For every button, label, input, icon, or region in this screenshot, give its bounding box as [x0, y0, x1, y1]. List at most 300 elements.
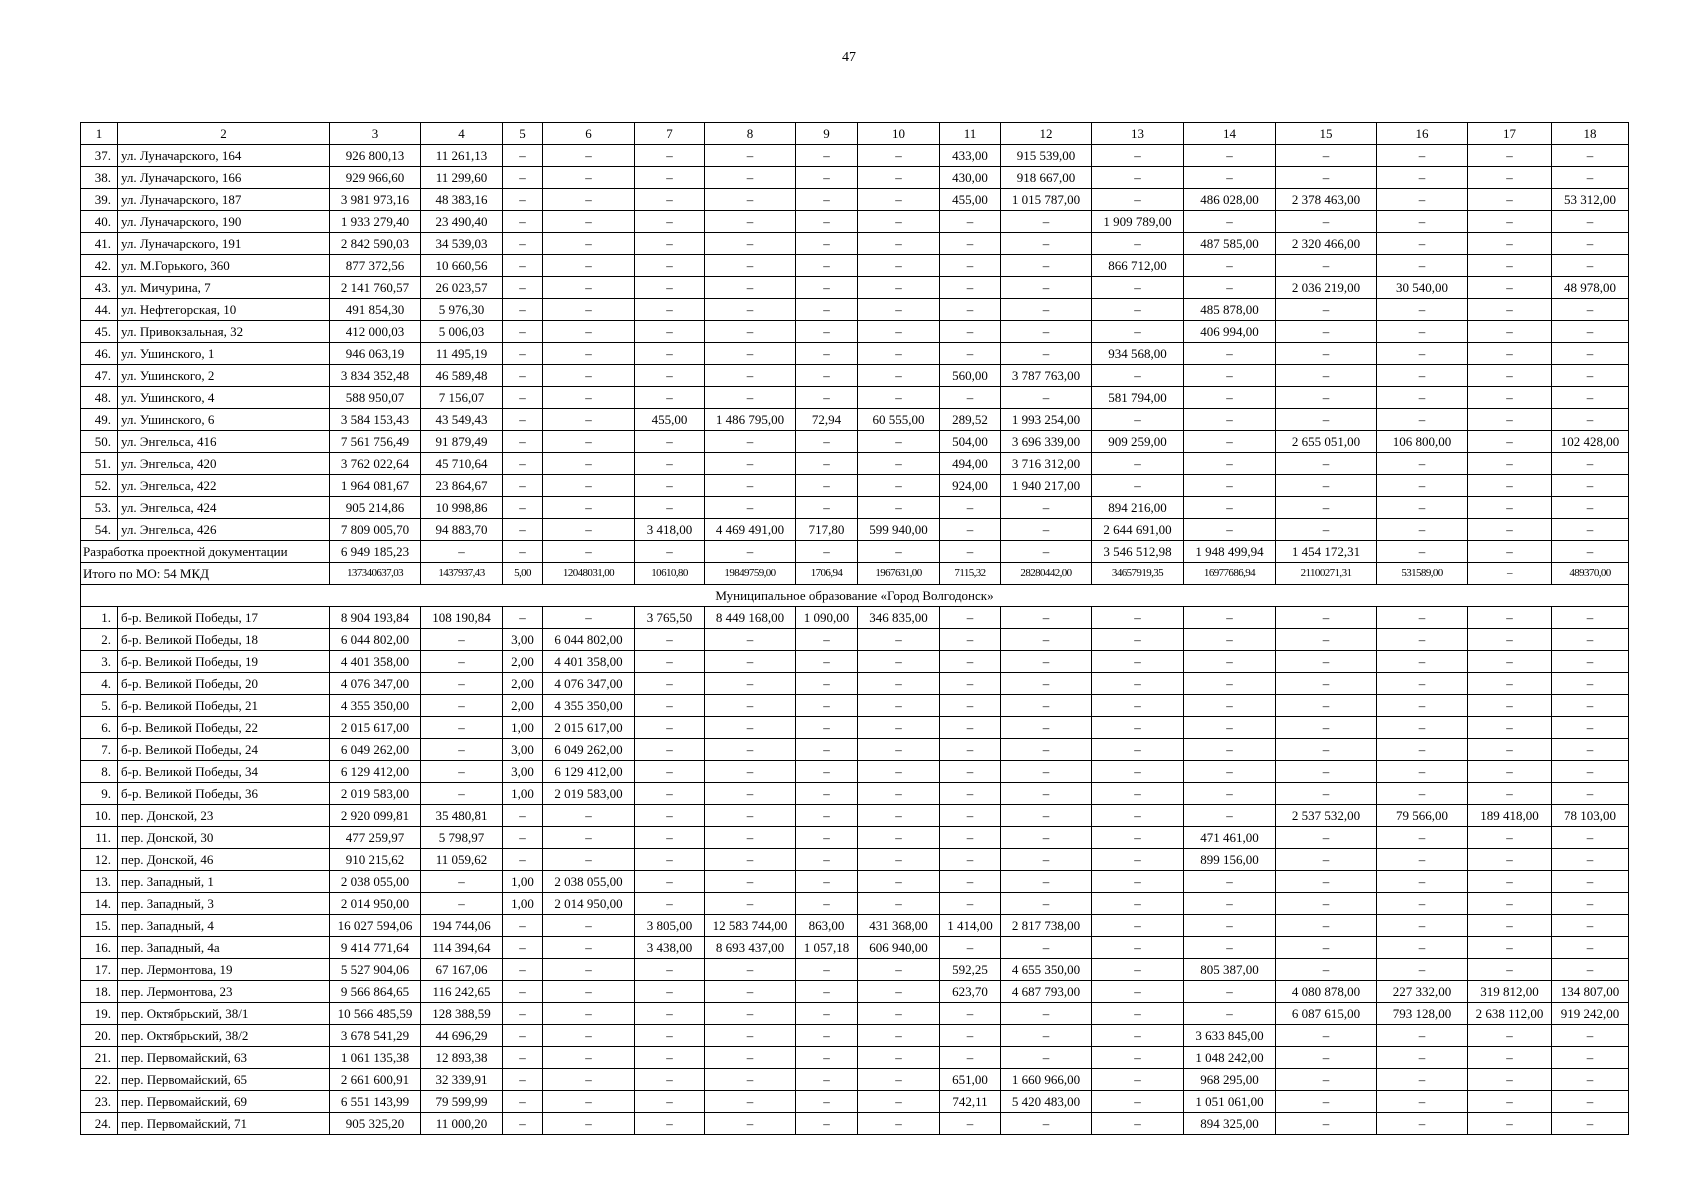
- value-cell: –: [1552, 255, 1629, 277]
- value-cell: –: [1276, 409, 1377, 431]
- value-cell: –: [940, 1113, 1001, 1135]
- value-cell: –: [635, 1025, 705, 1047]
- value-cell: –: [858, 871, 940, 893]
- address-cell: пер. Западный, 3: [118, 893, 330, 915]
- value-cell: –: [940, 937, 1001, 959]
- value-cell: 6 049 262,00: [543, 739, 635, 761]
- value-cell: 742,11: [940, 1091, 1001, 1113]
- value-cell: –: [1377, 673, 1468, 695]
- row-number: 49.: [81, 409, 118, 431]
- value-cell: –: [858, 365, 940, 387]
- value-cell: –: [1092, 915, 1184, 937]
- value-cell: –: [705, 541, 796, 563]
- value-cell: –: [1092, 981, 1184, 1003]
- value-cell: –: [503, 343, 543, 365]
- value-cell: 1 933 279,40: [330, 211, 421, 233]
- value-cell: –: [635, 453, 705, 475]
- value-cell: –: [543, 189, 635, 211]
- value-cell: –: [543, 145, 635, 167]
- value-cell: –: [858, 761, 940, 783]
- value-cell: 431 368,00: [858, 915, 940, 937]
- value-cell: –: [1092, 1091, 1184, 1113]
- value-cell: –: [503, 365, 543, 387]
- value-cell: –: [858, 255, 940, 277]
- value-cell: –: [705, 211, 796, 233]
- value-cell: –: [503, 849, 543, 871]
- value-cell: –: [1468, 827, 1552, 849]
- value-cell: 477 259,97: [330, 827, 421, 849]
- value-cell: –: [1001, 211, 1092, 233]
- value-cell: 433,00: [940, 145, 1001, 167]
- value-cell: –: [635, 541, 705, 563]
- value-cell: –: [635, 211, 705, 233]
- value-cell: –: [421, 651, 503, 673]
- value-cell: –: [1092, 189, 1184, 211]
- value-cell: –: [503, 167, 543, 189]
- value-cell: –: [1276, 915, 1377, 937]
- value-cell: 2,00: [503, 651, 543, 673]
- value-cell: –: [1184, 981, 1276, 1003]
- value-cell: 11 059,62: [421, 849, 503, 871]
- value-cell: 531589,00: [1377, 563, 1468, 585]
- value-cell: –: [1468, 145, 1552, 167]
- table-row: [81, 1091, 1629, 1113]
- value-cell: 26 023,57: [421, 277, 503, 299]
- value-cell: –: [1184, 211, 1276, 233]
- value-cell: –: [635, 1069, 705, 1091]
- value-cell: 2 655 051,00: [1276, 431, 1377, 453]
- value-cell: –: [503, 607, 543, 629]
- value-cell: –: [940, 871, 1001, 893]
- value-cell: –: [796, 717, 858, 739]
- value-cell: 5 976,30: [421, 299, 503, 321]
- table-row: [81, 211, 1629, 233]
- value-cell: 489370,00: [1552, 563, 1629, 585]
- column-number-cell: 4: [421, 123, 503, 145]
- value-cell: –: [705, 673, 796, 695]
- value-cell: –: [543, 255, 635, 277]
- value-cell: 2 638 112,00: [1468, 1003, 1552, 1025]
- value-cell: –: [705, 981, 796, 1003]
- value-cell: –: [858, 343, 940, 365]
- value-cell: –: [1001, 233, 1092, 255]
- value-cell: –: [940, 1003, 1001, 1025]
- value-cell: –: [503, 145, 543, 167]
- value-cell: –: [1001, 387, 1092, 409]
- table-row: [81, 849, 1629, 871]
- value-cell: –: [705, 959, 796, 981]
- value-cell: –: [1184, 409, 1276, 431]
- value-cell: 918 667,00: [1001, 167, 1092, 189]
- section-title: Муниципальное образование «Город Волгодонск»: [81, 585, 1629, 607]
- value-cell: –: [635, 1047, 705, 1069]
- value-cell: –: [1184, 717, 1276, 739]
- value-cell: 12 893,38: [421, 1047, 503, 1069]
- value-cell: 227 332,00: [1377, 981, 1468, 1003]
- column-number-cell: 1: [81, 123, 118, 145]
- value-cell: –: [543, 1069, 635, 1091]
- row-number: 20.: [81, 1025, 118, 1047]
- value-cell: 6 049 262,00: [330, 739, 421, 761]
- value-cell: –: [940, 761, 1001, 783]
- value-cell: –: [1092, 629, 1184, 651]
- value-cell: –: [940, 255, 1001, 277]
- value-cell: –: [705, 475, 796, 497]
- value-cell: –: [1468, 651, 1552, 673]
- column-number-cell: 7: [635, 123, 705, 145]
- value-cell: –: [1184, 255, 1276, 277]
- address-cell: пер. Донской, 23: [118, 805, 330, 827]
- value-cell: –: [1001, 321, 1092, 343]
- value-cell: –: [1377, 827, 1468, 849]
- value-cell: 3 696 339,00: [1001, 431, 1092, 453]
- value-cell: –: [796, 255, 858, 277]
- value-cell: –: [1468, 475, 1552, 497]
- value-cell: –: [543, 475, 635, 497]
- value-cell: 455,00: [635, 409, 705, 431]
- value-cell: –: [635, 761, 705, 783]
- value-cell: –: [1468, 695, 1552, 717]
- table-row: [81, 871, 1629, 893]
- value-cell: –: [705, 805, 796, 827]
- value-cell: 6 551 143,99: [330, 1091, 421, 1113]
- table-row: [81, 893, 1629, 915]
- value-cell: –: [1092, 299, 1184, 321]
- value-cell: –: [796, 167, 858, 189]
- row-number: 24.: [81, 1113, 118, 1135]
- value-cell: –: [503, 255, 543, 277]
- value-cell: –: [1092, 607, 1184, 629]
- table-row: [81, 519, 1629, 541]
- value-cell: 53 312,00: [1552, 189, 1629, 211]
- row-number: 37.: [81, 145, 118, 167]
- value-cell: –: [1468, 871, 1552, 893]
- address-cell: б-р. Великой Победы, 18: [118, 629, 330, 651]
- value-cell: 46 589,48: [421, 365, 503, 387]
- value-cell: –: [543, 541, 635, 563]
- value-cell: 78 103,00: [1552, 805, 1629, 827]
- address-cell: ул. Энгельса, 416: [118, 431, 330, 453]
- value-cell: –: [543, 827, 635, 849]
- column-number-cell: 13: [1092, 123, 1184, 145]
- value-cell: –: [1552, 453, 1629, 475]
- value-cell: 406 994,00: [1184, 321, 1276, 343]
- value-cell: –: [858, 321, 940, 343]
- value-cell: –: [705, 783, 796, 805]
- value-cell: 91 879,49: [421, 431, 503, 453]
- value-cell: –: [1468, 233, 1552, 255]
- value-cell: –: [940, 651, 1001, 673]
- value-cell: –: [1276, 167, 1377, 189]
- value-cell: 79 566,00: [1377, 805, 1468, 827]
- value-cell: –: [858, 211, 940, 233]
- value-cell: 9 414 771,64: [330, 937, 421, 959]
- value-cell: –: [1468, 321, 1552, 343]
- value-cell: –: [421, 541, 503, 563]
- value-cell: –: [635, 849, 705, 871]
- value-cell: –: [1276, 475, 1377, 497]
- value-cell: 455,00: [940, 189, 1001, 211]
- value-cell: 2 038 055,00: [543, 871, 635, 893]
- value-cell: –: [543, 1047, 635, 1069]
- row-number: 4.: [81, 673, 118, 695]
- value-cell: 5 006,03: [421, 321, 503, 343]
- value-cell: –: [1552, 409, 1629, 431]
- value-cell: 1 454 172,31: [1276, 541, 1377, 563]
- value-cell: 2 015 617,00: [543, 717, 635, 739]
- value-cell: 7115,32: [940, 563, 1001, 585]
- value-cell: 319 812,00: [1468, 981, 1552, 1003]
- value-cell: –: [503, 321, 543, 343]
- value-cell: –: [635, 959, 705, 981]
- value-cell: –: [503, 431, 543, 453]
- value-cell: –: [635, 255, 705, 277]
- value-cell: –: [503, 959, 543, 981]
- value-cell: 7 561 756,49: [330, 431, 421, 453]
- value-cell: 793 128,00: [1377, 1003, 1468, 1025]
- row-number: 41.: [81, 233, 118, 255]
- value-cell: –: [1276, 145, 1377, 167]
- value-cell: –: [858, 431, 940, 453]
- value-cell: 588 950,07: [330, 387, 421, 409]
- value-cell: –: [940, 497, 1001, 519]
- value-cell: –: [1468, 629, 1552, 651]
- value-cell: –: [1184, 277, 1276, 299]
- value-cell: 2 320 466,00: [1276, 233, 1377, 255]
- value-cell: 2 019 583,00: [330, 783, 421, 805]
- value-cell: –: [1001, 695, 1092, 717]
- value-cell: 7 156,07: [421, 387, 503, 409]
- address-cell: пер. Первомайский, 69: [118, 1091, 330, 1113]
- value-cell: –: [1092, 1069, 1184, 1091]
- address-cell: б-р. Великой Победы, 22: [118, 717, 330, 739]
- value-cell: –: [940, 783, 1001, 805]
- value-cell: –: [1001, 827, 1092, 849]
- value-cell: 599 940,00: [858, 519, 940, 541]
- value-cell: –: [858, 1113, 940, 1135]
- value-cell: 877 372,56: [330, 255, 421, 277]
- value-cell: –: [1092, 871, 1184, 893]
- value-cell: –: [421, 739, 503, 761]
- value-cell: –: [1377, 519, 1468, 541]
- value-cell: –: [1184, 915, 1276, 937]
- value-cell: –: [1092, 1047, 1184, 1069]
- value-cell: 717,80: [796, 519, 858, 541]
- value-cell: –: [503, 541, 543, 563]
- value-cell: –: [1552, 849, 1629, 871]
- value-cell: 8 449 168,00: [705, 607, 796, 629]
- row-number: 40.: [81, 211, 118, 233]
- value-cell: –: [1377, 937, 1468, 959]
- value-cell: –: [796, 893, 858, 915]
- value-cell: –: [796, 343, 858, 365]
- column-number-cell: 16: [1377, 123, 1468, 145]
- value-cell: –: [796, 1091, 858, 1113]
- value-cell: –: [1276, 1091, 1377, 1113]
- value-cell: –: [543, 321, 635, 343]
- value-cell: –: [858, 673, 940, 695]
- value-cell: 1,00: [503, 717, 543, 739]
- address-cell: ул. Энгельса, 424: [118, 497, 330, 519]
- value-cell: –: [1377, 343, 1468, 365]
- value-cell: –: [635, 651, 705, 673]
- table-row: [81, 233, 1629, 255]
- value-cell: –: [1001, 519, 1092, 541]
- value-cell: –: [1276, 849, 1377, 871]
- value-cell: 909 259,00: [1092, 431, 1184, 453]
- value-cell: –: [1468, 189, 1552, 211]
- value-cell: –: [1092, 1113, 1184, 1135]
- value-cell: 1706,94: [796, 563, 858, 585]
- value-cell: 2 537 532,00: [1276, 805, 1377, 827]
- value-cell: 2 644 691,00: [1092, 519, 1184, 541]
- value-cell: –: [1468, 167, 1552, 189]
- row-label: Разработка проектной документации: [81, 541, 330, 563]
- value-cell: –: [705, 739, 796, 761]
- row-number: 47.: [81, 365, 118, 387]
- value-cell: –: [1468, 365, 1552, 387]
- value-cell: –: [635, 475, 705, 497]
- value-cell: –: [543, 233, 635, 255]
- value-cell: –: [1468, 431, 1552, 453]
- value-cell: –: [1552, 629, 1629, 651]
- value-cell: –: [503, 805, 543, 827]
- value-cell: –: [858, 167, 940, 189]
- row-number: 19.: [81, 1003, 118, 1025]
- value-cell: –: [1276, 255, 1377, 277]
- value-cell: 2 038 055,00: [330, 871, 421, 893]
- value-cell: –: [705, 255, 796, 277]
- value-cell: 910 215,62: [330, 849, 421, 871]
- value-cell: 1 486 795,00: [705, 409, 796, 431]
- value-cell: –: [1552, 365, 1629, 387]
- value-cell: –: [1092, 849, 1184, 871]
- value-cell: –: [705, 849, 796, 871]
- value-cell: –: [705, 387, 796, 409]
- value-cell: –: [1001, 255, 1092, 277]
- table-row: [81, 409, 1629, 431]
- value-cell: –: [858, 893, 940, 915]
- value-cell: –: [1276, 343, 1377, 365]
- row-label: Итого по МО: 54 МКД: [81, 563, 330, 585]
- address-cell: пер. Западный, 4: [118, 915, 330, 937]
- value-cell: 1 940 217,00: [1001, 475, 1092, 497]
- value-cell: 34657919,35: [1092, 563, 1184, 585]
- value-cell: 915 539,00: [1001, 145, 1092, 167]
- value-cell: –: [940, 717, 1001, 739]
- value-cell: 2 019 583,00: [543, 783, 635, 805]
- value-cell: 1 015 787,00: [1001, 189, 1092, 211]
- value-cell: –: [1552, 497, 1629, 519]
- row-number: 14.: [81, 893, 118, 915]
- value-cell: –: [635, 717, 705, 739]
- value-cell: –: [705, 497, 796, 519]
- value-cell: –: [635, 1003, 705, 1025]
- value-cell: –: [635, 277, 705, 299]
- value-cell: 48 383,16: [421, 189, 503, 211]
- value-cell: –: [1184, 1003, 1276, 1025]
- address-cell: б-р. Великой Победы, 21: [118, 695, 330, 717]
- page-number: 47: [842, 50, 856, 65]
- value-cell: –: [705, 453, 796, 475]
- value-cell: –: [858, 629, 940, 651]
- value-cell: 4 469 491,00: [705, 519, 796, 541]
- value-cell: –: [1377, 211, 1468, 233]
- address-cell: пер. Первомайский, 63: [118, 1047, 330, 1069]
- value-cell: –: [705, 1091, 796, 1113]
- value-cell: –: [1276, 299, 1377, 321]
- total-row: [81, 563, 1629, 585]
- value-cell: 946 063,19: [330, 343, 421, 365]
- value-cell: –: [796, 651, 858, 673]
- table-row: [81, 783, 1629, 805]
- address-cell: ул. Луначарского, 191: [118, 233, 330, 255]
- row-number: 22.: [81, 1069, 118, 1091]
- value-cell: 72,94: [796, 409, 858, 431]
- value-cell: 23 490,40: [421, 211, 503, 233]
- value-cell: 412 000,03: [330, 321, 421, 343]
- table-row: [81, 695, 1629, 717]
- value-cell: –: [940, 607, 1001, 629]
- value-cell: –: [503, 1091, 543, 1113]
- address-cell: пер. Западный, 1: [118, 871, 330, 893]
- value-cell: –: [1184, 497, 1276, 519]
- value-cell: –: [421, 717, 503, 739]
- value-cell: –: [503, 387, 543, 409]
- value-cell: 3 546 512,98: [1092, 541, 1184, 563]
- value-cell: –: [1092, 695, 1184, 717]
- value-cell: 60 555,00: [858, 409, 940, 431]
- value-cell: –: [1552, 783, 1629, 805]
- value-cell: –: [635, 497, 705, 519]
- value-cell: –: [1468, 497, 1552, 519]
- value-cell: –: [858, 277, 940, 299]
- value-cell: –: [1468, 717, 1552, 739]
- table-row: [81, 475, 1629, 497]
- value-cell: 2 661 600,91: [330, 1069, 421, 1091]
- value-cell: –: [1001, 277, 1092, 299]
- value-cell: 2,00: [503, 695, 543, 717]
- value-cell: –: [940, 299, 1001, 321]
- table-row: [81, 915, 1629, 937]
- value-cell: 1967631,00: [858, 563, 940, 585]
- value-cell: 6 129 412,00: [330, 761, 421, 783]
- value-cell: –: [796, 541, 858, 563]
- value-cell: –: [1552, 673, 1629, 695]
- value-cell: –: [1001, 717, 1092, 739]
- value-cell: –: [1377, 1025, 1468, 1047]
- value-cell: –: [1276, 497, 1377, 519]
- value-cell: –: [1468, 541, 1552, 563]
- value-cell: –: [796, 849, 858, 871]
- value-cell: 2 036 219,00: [1276, 277, 1377, 299]
- value-cell: 3 438,00: [635, 937, 705, 959]
- value-cell: –: [796, 189, 858, 211]
- value-cell: 6 949 185,23: [330, 541, 421, 563]
- value-cell: –: [635, 981, 705, 1003]
- value-cell: –: [1377, 475, 1468, 497]
- row-number: 10.: [81, 805, 118, 827]
- value-cell: –: [1552, 321, 1629, 343]
- row-number: 44.: [81, 299, 118, 321]
- table-row: [81, 717, 1629, 739]
- value-cell: –: [421, 761, 503, 783]
- section-header-row: [81, 585, 1629, 607]
- value-cell: –: [940, 739, 1001, 761]
- value-cell: 134 807,00: [1552, 981, 1629, 1003]
- value-cell: –: [1092, 453, 1184, 475]
- address-cell: пер. Октябрьский, 38/2: [118, 1025, 330, 1047]
